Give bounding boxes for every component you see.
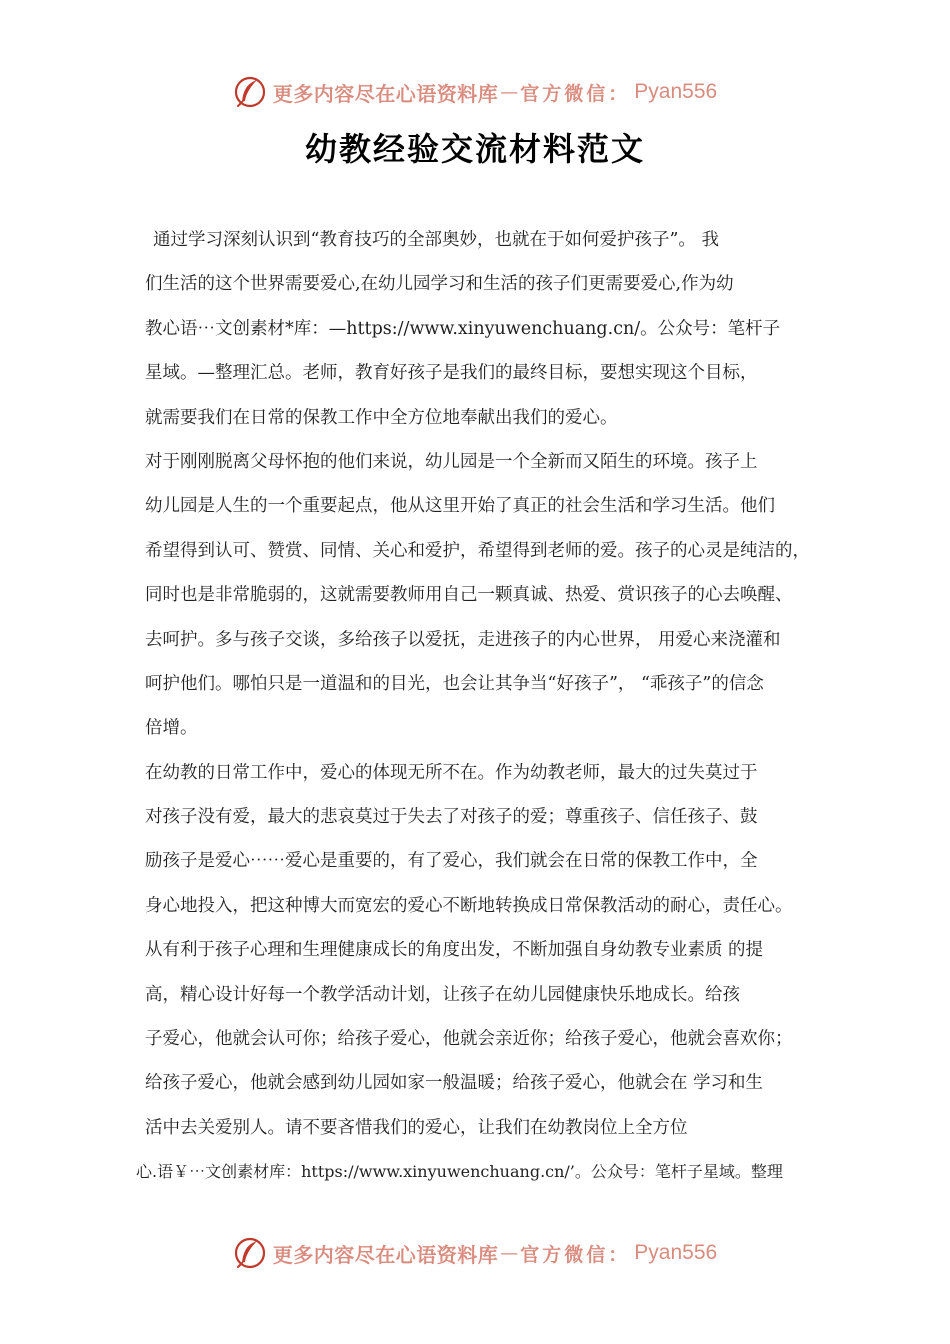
text-line: 倍增。 [145,718,198,739]
banner-wechat-label: 官方微信： [520,1243,631,1266]
text-line: 对于刚刚脱离父母怀抱的他们来说，幼儿园是一个全新而又陌生的环境。孩子上 [145,451,758,472]
banner-main-text: 更多内容尽在心语资料库 [272,81,499,106]
text-line: 通过学习深刻认识到“教育技巧的全部奥妙，也就在于如何爱护孩子”。 我 [153,230,719,250]
document-body [136,218,825,1195]
text-line: 教心语⋯文创素材*库：—https://www.xinyuwenchuang.cn/。公众号：笔杆子 [145,318,781,339]
text-line: 去呵护。多与孩子交谈，多给孩子以爱抚，走进孩子的内心世界， 用爱心来浇灌和 [145,629,781,650]
footer-banner [0,1233,950,1273]
header-banner [0,72,950,112]
banner-main-text: 更多内容尽在心语资料库 [272,1242,499,1267]
text-line: 幼儿园是人生的一个重要起点，他从这里开始了真正的社会生活和学习生活。他们 [145,496,775,517]
feather-pen-logo-icon [233,75,267,109]
banner-wechat-id: Pyan556 [634,80,718,103]
text-line: 活中去关爱别人。请不要吝惜我们的爱心，让我们在幼教岗位上全方位 [145,1117,688,1138]
text-line: 希望得到认可、赞赏、同情、关心和爱护，希望得到老师的爱。孩子的心灵是纯洁的， [145,540,810,561]
text-line: 高，精心设计好每一个教学活动计划，让孩子在幼儿园健康快乐地成长。给孩 [145,984,740,1005]
banner-wechat-id: Pyan556 [634,1241,718,1264]
text-line: 同时也是非常脆弱的，这就需要教师用自己一颗真诚、热爱、赏识孩子的心去唤醒、 [145,585,793,606]
source-line: 心.语￥⋯文创素材库：https://www.xinyuwenchuang.cn/’。公众号：笔杆子星域。整理 [136,1162,783,1182]
banner-separator: — [500,1242,519,1264]
feather-pen-logo-icon [233,1236,267,1270]
banner-wechat-label: 官方微信： [520,82,631,105]
text-line: 给孩子爱心，他就会感到幼儿园如家一般温暖；给孩子爱心，他就会在 学习和生 [145,1073,764,1094]
text-line: 就需要我们在日常的保教工作中全方位地奉献出我们的爱心。 [145,407,618,428]
text-line: 星域。—整理汇总。老师，教育好孩子是我们的最终目标，要想实现这个目标， [145,363,758,384]
text-line: 子爱心，他就会认可你；给孩子爱心，他就会亲近你；给孩子爱心，他就会喜欢你； [145,1029,793,1050]
text-line: 从有利于孩子心理和生理健康成长的角度出发，不断加强自身幼教专业素质 的提 [145,940,764,961]
text-line: 身心地投入，把这种博大而宽宏的爱心不断地转换成日常保教活动的耐心，责任心。 [145,895,793,916]
text-line: 在幼教的日常工作中，爱心的体现无所不在。作为幼教老师，最大的过失莫过于 [145,762,758,783]
banner-separator: — [500,81,519,103]
text-line: 们生活的这个世界需要爱心,在幼儿园学习和生活的孩子们更需要爱心,作为幼 [145,274,734,295]
page-title: 幼教经验交流材料范文 [304,130,645,168]
text-line: 对孩子没有爱，最大的悲哀莫过于失去了对孩子的爱；尊重孩子、信任孩子、鼓 [145,807,758,828]
text-line: 呵护他们。哪怕只是一道温和的目光，也会让其争当“好孩子”， “乖孩子”的信念 [145,673,764,694]
text-line: 励孩子是爱心⋯⋯爱心是重要的，有了爱心，我们就会在日常的保教工作中，全 [145,851,758,872]
